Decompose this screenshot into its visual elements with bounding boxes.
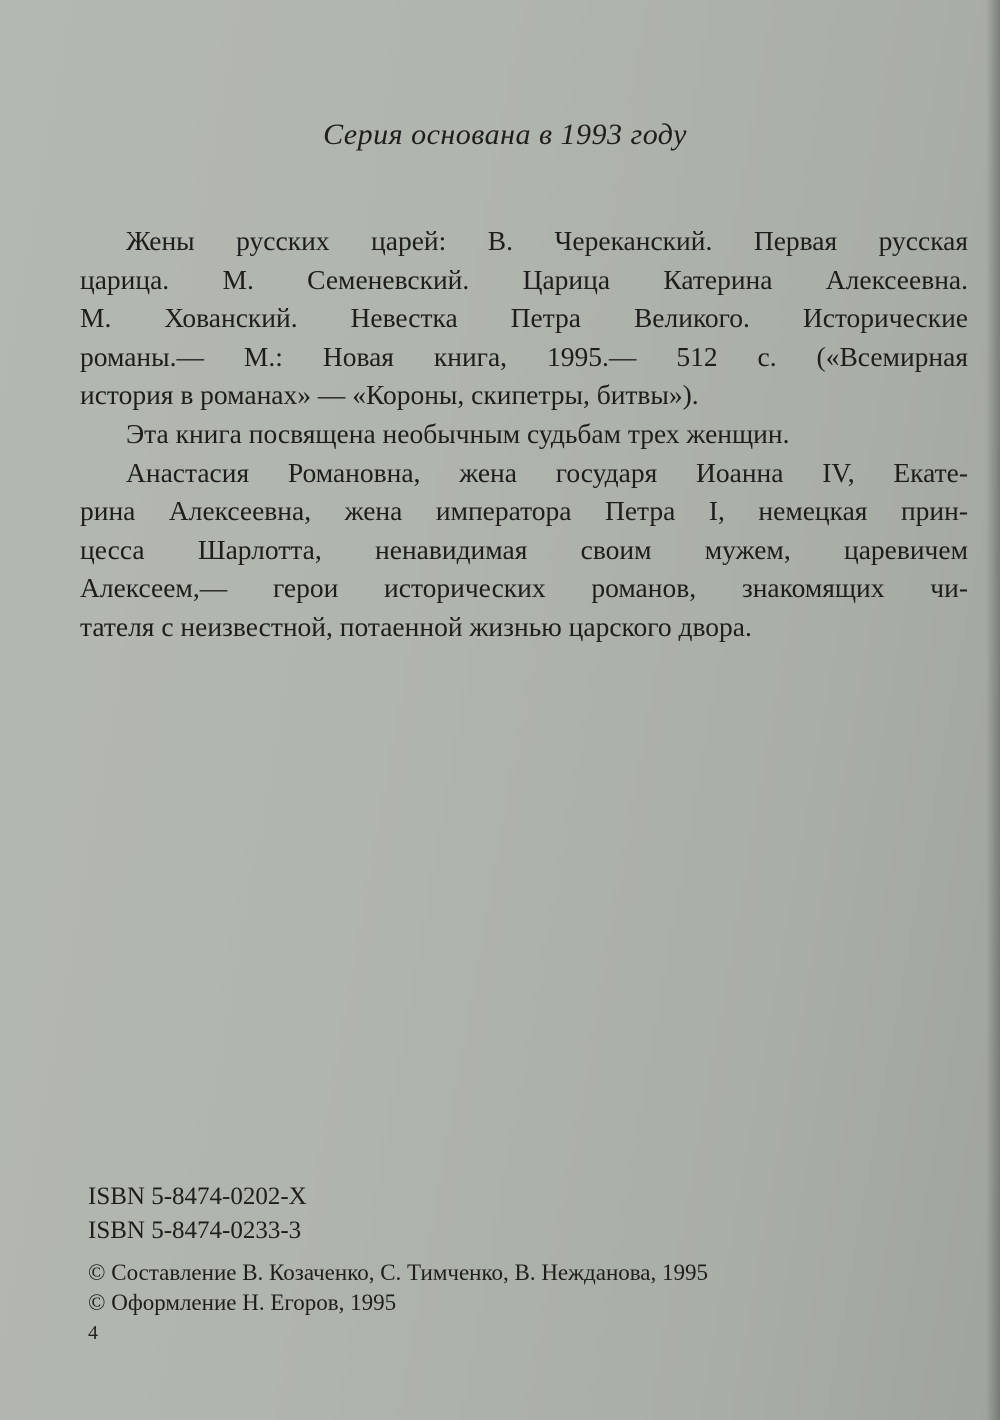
isbn-line: ISBN 5-8474-0233-3: [88, 1217, 302, 1244]
bibliography-line: Жены русских царей: В. Череканский. Первая русская: [126, 225, 968, 256]
annotation-paragraph: [80, 454, 968, 647]
bibliography-paragraph: [80, 222, 968, 415]
bibliography-line: М. Хованский. Невестка Петра Великого. Исторические: [80, 302, 968, 334]
bibliography-line: царица. М. Семеневский. Царица Катерина Алексеевна.: [80, 263, 968, 295]
annotation-line: Анастасия Романовна, жена государя Иоанна IV, Екате-: [126, 456, 968, 488]
copyright-line: © Оформление Н. Егоров, 1995: [88, 1290, 397, 1315]
isbn-line: ISBN 5-8474-0202-X: [88, 1183, 307, 1210]
bibliographic-description: [80, 222, 968, 647]
isbn-block: [88, 1180, 307, 1248]
copyright-line: © Составление В. Козаченко, С. Тимченко, В. Нежданова, 1995: [88, 1260, 709, 1285]
series-note: Серия основана в 1993 году: [323, 118, 687, 151]
annotation-line: рина Алексеевна, жена императора Петра I, немецкая прин-: [80, 495, 968, 527]
annotation-line: цесса Шарлотта, ненавидимая своим мужем, царевичем: [80, 533, 968, 565]
bibliography-line: романы.— М.: Новая книга, 1995.— 512 с. («Всемирная: [80, 340, 968, 372]
annotation-line: тателя с неизвестной, потаенной жизнью царского двора.: [80, 610, 752, 642]
annotation-line: Эта книга посвящена необычным судьбам трех женщин.: [126, 417, 790, 449]
annotation-line: Алексеем,— герои исторических романов, знакомящих чи-: [80, 572, 968, 604]
annotation-paragraph: [80, 415, 968, 454]
page-number: 4: [88, 1322, 98, 1344]
copyright-block: [88, 1258, 708, 1318]
page-edge-shadow: [986, 0, 1000, 1420]
bibliography-line: история в романах» — «Короны, скипетры, битвы»).: [80, 379, 699, 411]
